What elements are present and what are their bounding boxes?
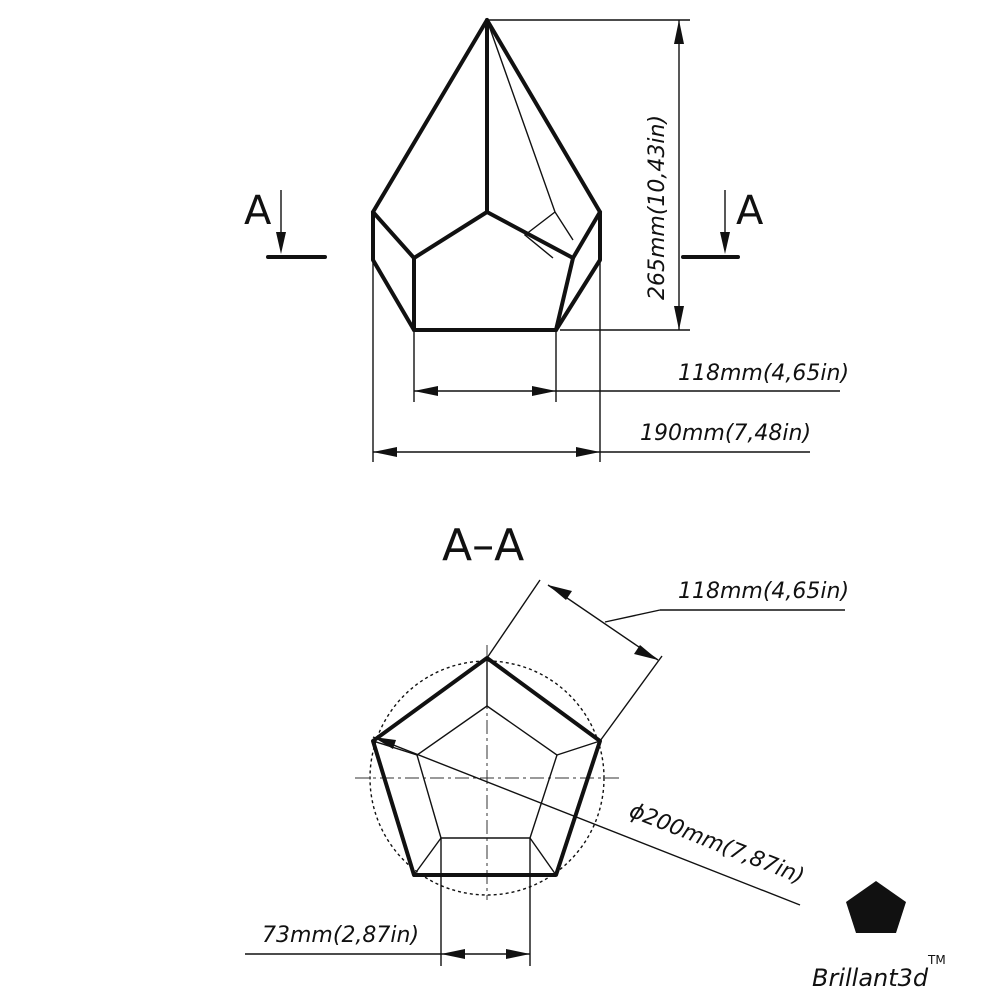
brand-name: Brillant3d <box>812 964 929 992</box>
section-marker-left-label: A <box>244 188 272 234</box>
height-dimension <box>487 20 690 330</box>
section-marker-right <box>683 188 764 257</box>
height-dimension-label: 265mm(10,43in) <box>645 114 670 300</box>
overall-width-dimension-label: 190mm(7,48in) <box>640 421 812 446</box>
diameter-dimension <box>373 737 808 905</box>
front-view-outline <box>373 20 600 330</box>
section-marker-right-label: A <box>736 188 764 234</box>
inner-width-dimension-label: 73mm(2,87in) <box>262 923 420 948</box>
edge-dimension <box>487 579 849 741</box>
diameter-dimension-label: ϕ200mm(7,87in) <box>625 798 808 890</box>
section-marker-left <box>244 188 325 257</box>
front-view <box>244 20 849 462</box>
edge-dimension-label: 118mm(4,65in) <box>678 579 850 604</box>
section-view-title: A–A <box>442 520 525 571</box>
gem-logo-icon <box>846 881 906 933</box>
trademark-symbol: TM <box>928 953 946 967</box>
base-width-dimension <box>414 332 849 402</box>
base-width-dimension-label: 118mm(4,65in) <box>678 361 850 386</box>
section-view <box>245 520 849 966</box>
brand-logo <box>812 881 946 992</box>
